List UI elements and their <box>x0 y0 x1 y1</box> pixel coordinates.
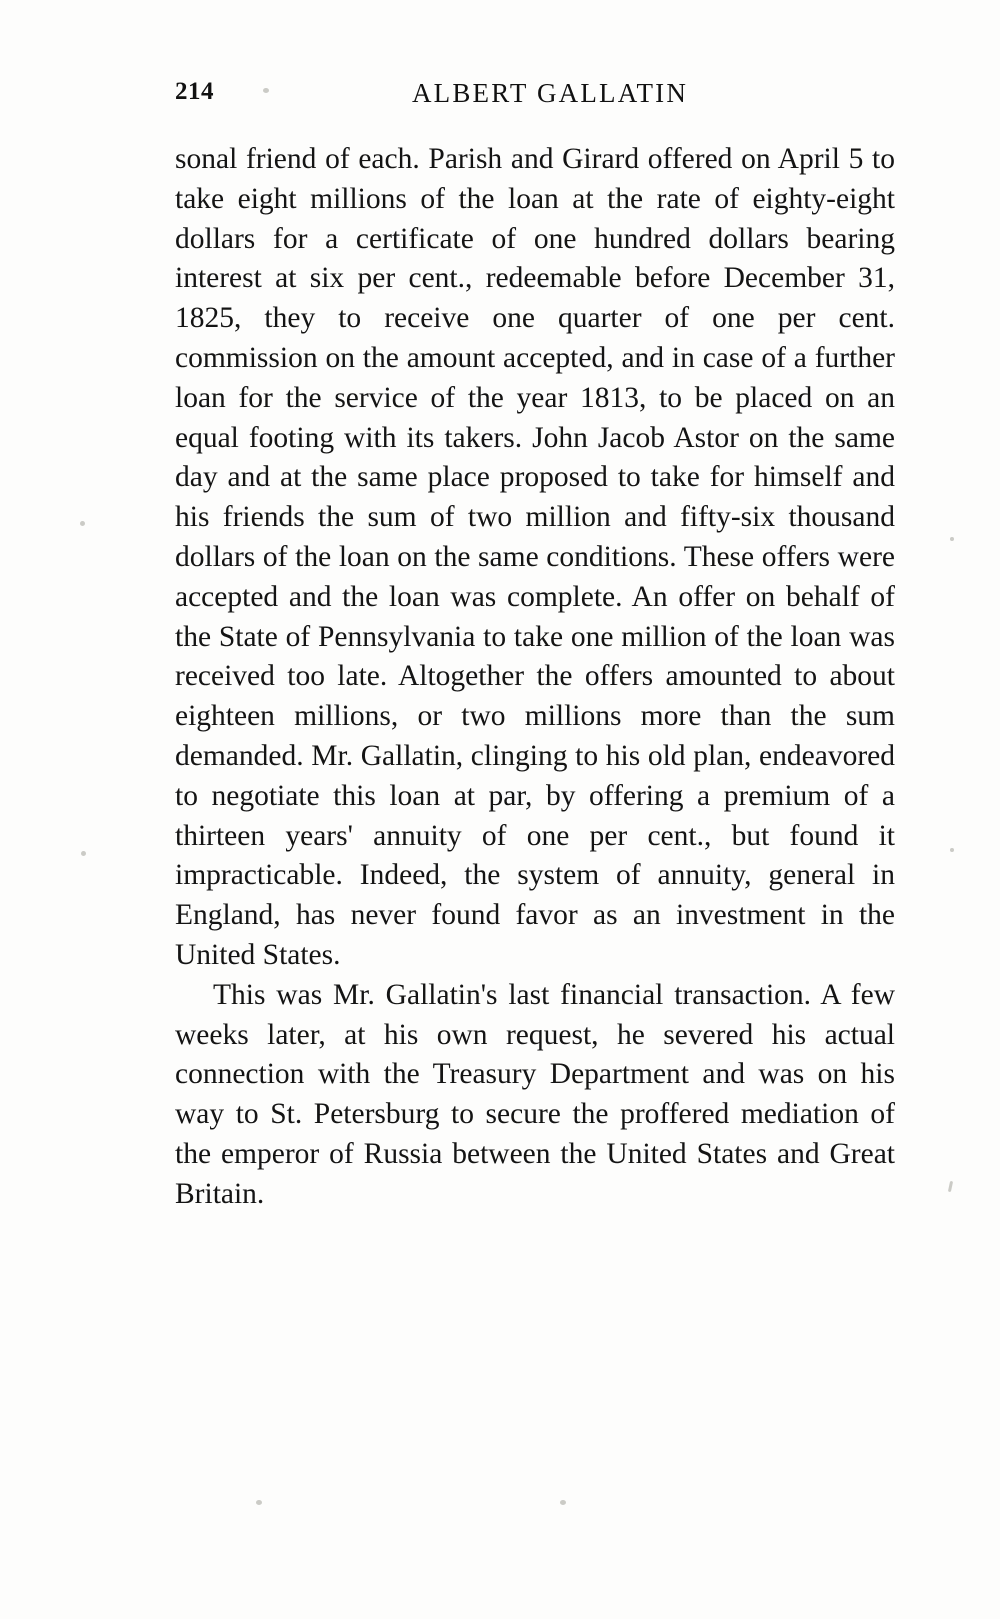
scan-speck <box>948 1181 953 1192</box>
page-number: 214 <box>175 78 214 105</box>
scan-speck <box>560 1500 566 1505</box>
paragraph: This was Mr. Gallatin's last financial transaction. A few weeks later, at his own request, he severed his actual connection with the Treasury Department and was on his way to St. Petersburg to secure the proffered mediation of the emperor of Russia between the United States and Great Britain. <box>175 978 895 1210</box>
running-head: ALBERT GALLATIN <box>411 78 689 108</box>
scan-speck <box>80 521 85 526</box>
scan-speck <box>81 851 86 856</box>
page-header <box>175 78 895 118</box>
paragraph: sonal friend of each. Parish and Girard offered on April 5 to take eight millions of the loan at the rate of eighty-eight dollars for a certificate of one hundred dollars bearing interest at six per cent., redeemable before December 31, 1825, they to receive one quarter of one per cent. commission on the amount accepted, and in case of a further loan for the service of the year 1813, to be placed on an equal footing with its takers. John Jacob Astor on the same day and at the same place proposed to take for himself and his friends the sum of two million and fifty-six thousand dollars of the loan on the same conditions. These offers were accepted and the loan was complete. An offer on behalf of the State of Pennsylvania to take one million of the loan was received too late. Altogether the offers amounted to about eighteen millions, or two millions more than the sum demanded. Mr. Gallatin, clinging to his old plan, endeavored to negotiate this loan at par, by offering a premium of a thirteen years' annuity of one per cent., but found it impracticable. Indeed, the system of annuity, general in England, has never found favor as an investment in the United States. <box>175 143 895 971</box>
scan-speck <box>256 1500 262 1505</box>
scan-speck <box>950 848 954 852</box>
scan-speck <box>950 537 954 541</box>
scan-speck <box>263 88 269 93</box>
body-text <box>175 140 895 1215</box>
